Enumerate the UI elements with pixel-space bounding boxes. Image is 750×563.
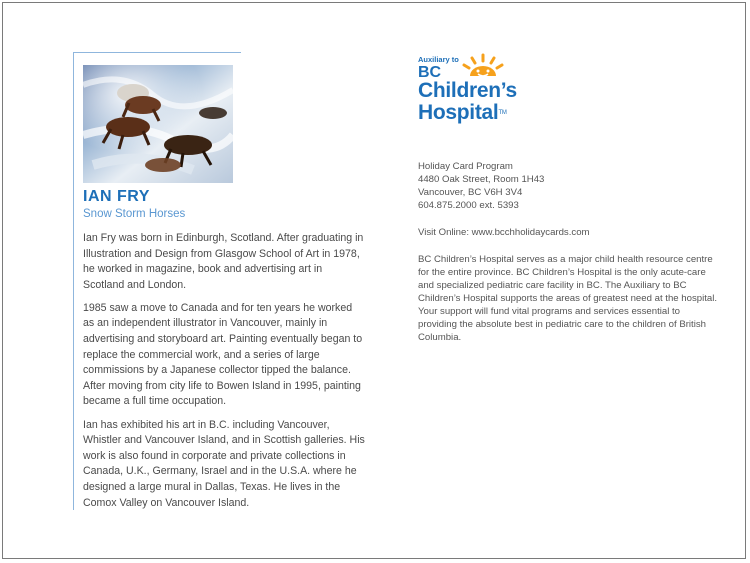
logo-childrens-text: Children’s bbox=[418, 79, 517, 102]
left-panel-rule-horizontal bbox=[73, 52, 241, 53]
visit-online-text: Visit Online: www.bcchholidaycards.com bbox=[418, 227, 590, 238]
artist-bio bbox=[83, 231, 365, 519]
bio-paragraph: Ian has exhibited his art in B.C. including Vancouver, Whistler and Vancouver Island, and in Scottish galleries. His work is also found in corporate and private collections in Canada, U.K., Germany, Israel and in the U.S.A. where he designed a large mural in Dallas, Texas. He lives in the Comox Valley on Vancouver Island. bbox=[83, 418, 365, 509]
address-program: Holiday Card Program bbox=[418, 161, 513, 172]
address-phone: 604.875.2000 ext. 5393 bbox=[418, 200, 519, 211]
artist-name: IAN FRY bbox=[83, 188, 150, 205]
artwork-painting bbox=[83, 65, 233, 183]
about-hospital-text: BC Children’s Hospital serves as a major child health resource centre for the entire province. BC Children’s Hospital is the only acute-care and specialized pediatric care facility in BC. The Auxiliary to BC Children’s Hospital supports the areas of greatest need at the hospital. Your support will fund vital programs and services essential to providing the absolute best in pediatric care to the children of British Columbia. bbox=[418, 254, 718, 343]
logo-trademark: TM bbox=[498, 110, 507, 116]
bc-childrens-hospital-logo bbox=[418, 52, 548, 132]
bio-paragraph: Ian Fry was born in Edinburgh, Scotland. After graduating in Illustration and Design from Glasgow School of Art in 1978, he worked in magazine, book and advertising art in Scotland and London. bbox=[83, 232, 364, 291]
artwork-title: Snow Storm Horses bbox=[83, 208, 186, 220]
mailing-address bbox=[418, 160, 718, 212]
logo-bc-text: BC bbox=[418, 64, 442, 81]
bio-paragraph: 1985 saw a move to Canada and for ten years he worked as an independent illustrator in Vancouver, mainly in advertising and storyboard art. Painting eventually began to replace the commercial work, and a series of large commissions by a Japanese collector tipped the balance. After moving from city life to Bowen Island in 1995, painting became a full time occupation. bbox=[83, 301, 363, 408]
logo-auxiliary-text: Auxiliary to bbox=[418, 55, 459, 64]
address-street: 4480 Oak Street, Room 1H43 bbox=[418, 174, 545, 185]
logo-hospital-word: Hospital bbox=[418, 101, 499, 124]
left-panel-rule-vertical bbox=[73, 52, 74, 510]
logo-hospital-text bbox=[418, 102, 507, 124]
address-city: Vancouver, BC V6H 3V4 bbox=[418, 187, 523, 198]
